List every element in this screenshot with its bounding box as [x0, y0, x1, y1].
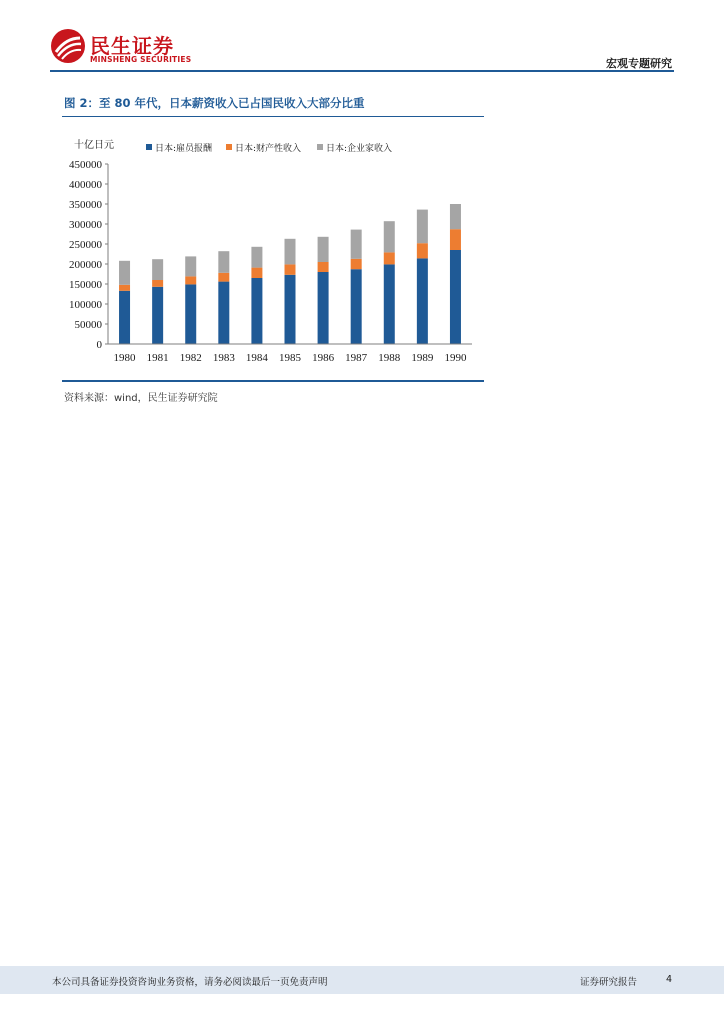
- footer-disclaimer: 本公司具备证券投资咨询业务资格，请务必阅读最后一页免责声明: [52, 977, 328, 988]
- bar-segment-entrepreneurial-income: [318, 237, 329, 262]
- x-tick-label: 1989: [411, 352, 434, 364]
- chart-legend: [146, 142, 392, 154]
- x-tick-label: 1985: [279, 352, 301, 364]
- bar-segment-property-income: [152, 280, 163, 287]
- x-tick-label: 1990: [444, 352, 467, 364]
- y-tick-label: 300000: [69, 219, 102, 231]
- bar-segment-property-income: [351, 259, 362, 269]
- figure-title: 图 2：至 80 年代，日本薪资收入已占国民收入大部分比重: [64, 96, 365, 110]
- bar-segment-entrepreneurial-income: [185, 256, 196, 276]
- bar-segment-property-income: [218, 273, 229, 282]
- bar-segment-compensation: [218, 282, 229, 344]
- figure-top-rule: [62, 116, 484, 117]
- bar-segment-compensation: [450, 250, 461, 344]
- y-tick-label: 0: [96, 339, 102, 351]
- bar-segment-property-income: [285, 264, 296, 274]
- y-tick-label: 200000: [69, 259, 102, 271]
- y-tick-label: 50000: [74, 319, 102, 331]
- bar-segment-compensation: [251, 278, 262, 344]
- y-tick-label: 350000: [69, 199, 102, 211]
- y-tick-label: 400000: [69, 179, 102, 191]
- legend-label: 日本:财产性收入: [235, 144, 302, 154]
- bar-segment-compensation: [417, 258, 428, 344]
- x-tick-label: 1984: [245, 352, 268, 364]
- bar-segment-entrepreneurial-income: [351, 230, 362, 259]
- bar-segment-compensation: [185, 284, 196, 344]
- bar-segment-entrepreneurial-income: [450, 204, 461, 229]
- x-tick-label: 1986: [312, 352, 335, 364]
- logo-english-name: MINSHENG SECURITIES: [90, 55, 192, 64]
- bar-segment-compensation: [384, 264, 395, 344]
- legend-swatch: [146, 144, 152, 150]
- header-divider: [50, 70, 674, 72]
- figure-bottom-rule: [62, 380, 484, 382]
- y-tick-label: 450000: [69, 159, 102, 171]
- x-tick-label: 1988: [378, 352, 401, 364]
- y-tick-label: 250000: [69, 239, 102, 251]
- bar-segment-entrepreneurial-income: [417, 210, 428, 244]
- bars-group: [119, 204, 461, 344]
- bar-segment-property-income: [450, 229, 461, 250]
- x-tick-label: 1983: [212, 352, 235, 364]
- x-axis: [108, 344, 472, 364]
- bar-segment-compensation: [351, 269, 362, 344]
- footer-bar: [0, 966, 724, 994]
- figure-source: 资料来源：wind，民生证券研究院: [64, 393, 218, 404]
- legend-label: 日本:雇员报酬: [155, 144, 213, 154]
- legend-label: 日本:企业家收入: [326, 144, 393, 154]
- bar-segment-compensation: [119, 291, 130, 344]
- x-tick-label: 1981: [146, 352, 169, 364]
- footer-doc-type: 证券研究报告: [580, 977, 638, 988]
- x-tick-label: 1980: [113, 352, 136, 364]
- y-axis-unit-label: 十亿日元: [74, 140, 114, 151]
- bar-segment-compensation: [285, 275, 296, 344]
- bar-segment-property-income: [417, 243, 428, 258]
- legend-swatch: [226, 144, 232, 150]
- company-logo: [50, 28, 190, 68]
- x-tick-label: 1987: [345, 352, 368, 364]
- bar-segment-property-income: [251, 268, 262, 278]
- bar-segment-property-income: [119, 285, 130, 291]
- stacked-bar-chart: [62, 132, 484, 372]
- bar-segment-entrepreneurial-income: [251, 247, 262, 268]
- bar-segment-entrepreneurial-income: [152, 259, 163, 280]
- bar-segment-entrepreneurial-income: [119, 261, 130, 285]
- y-tick-label: 150000: [69, 279, 102, 291]
- x-tick-label: 1982: [179, 352, 202, 364]
- bar-segment-compensation: [318, 272, 329, 344]
- bar-segment-property-income: [384, 252, 395, 264]
- logo-chinese-name: 民生证券: [90, 34, 174, 58]
- report-type: 宏观专题研究: [606, 57, 672, 70]
- bar-segment-entrepreneurial-income: [384, 221, 395, 252]
- bar-segment-property-income: [318, 262, 329, 272]
- minsheng-logo-icon: [50, 28, 86, 64]
- legend-swatch: [317, 144, 323, 150]
- y-axis: [69, 159, 108, 351]
- bar-segment-compensation: [152, 287, 163, 344]
- bar-segment-property-income: [185, 276, 196, 284]
- y-tick-label: 100000: [69, 299, 102, 311]
- bar-segment-entrepreneurial-income: [285, 239, 296, 265]
- bar-segment-entrepreneurial-income: [218, 251, 229, 273]
- page-number: 4: [666, 974, 673, 985]
